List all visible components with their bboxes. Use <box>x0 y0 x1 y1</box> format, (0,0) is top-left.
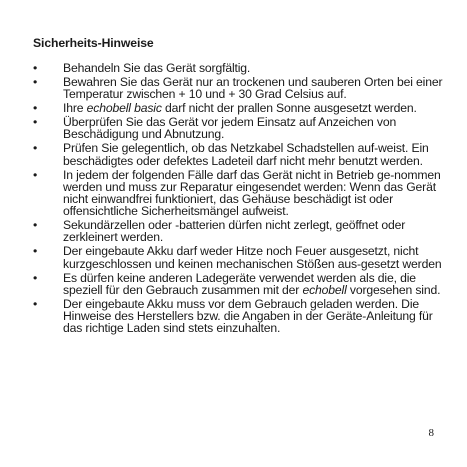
list-item-text: In jedem der folgenden Fälle darf das Gerät nicht in Betrieb ge-nommen werden und muss zur Reparatur eingesendet werden: Wenn das Gerät nicht einwandfrei funktioniert, das Gehäuse beschädigt ist oder offensichtliche Sicherheitsmängel aufweist. <box>63 167 441 219</box>
bullet-icon: • <box>33 167 38 182</box>
product-name: echobell basic <box>86 101 162 116</box>
list-item-text: Bewahren Sie das Gerät nur an trockenen und sauberen Orten bei einer Temperatur zwischen + 10 und + 30 Grad Celsius auf. <box>63 75 443 102</box>
list-item-text-continued: darf nicht der prallen Sonne ausgesetzt werden. <box>161 101 417 116</box>
document-content <box>33 36 445 336</box>
bullet-icon: • <box>33 244 38 259</box>
list-item <box>33 298 445 335</box>
bullet-icon: • <box>33 101 38 116</box>
list-item <box>33 116 445 140</box>
bullet-icon: • <box>33 270 38 285</box>
bullet-icon: • <box>33 115 38 130</box>
list-item <box>33 169 445 218</box>
bullet-icon: • <box>33 296 38 311</box>
bullet-icon: • <box>33 61 38 75</box>
bullet-icon: • <box>33 141 38 156</box>
safety-instructions-list <box>33 62 445 334</box>
list-item-text: Sekundärzellen oder -batterien dürfen nicht zerlegt, geöffnet oder zerkleinert werden. <box>63 218 406 245</box>
bullet-icon: • <box>33 218 38 233</box>
list-item-text: Es dürfen keine anderen Ladegeräte verwendet werden als die, die speziell für den Gebrauch zusammen mit der <box>63 270 416 297</box>
list-item-text: Behandeln Sie das Gerät sorgfältig. <box>63 61 251 75</box>
section-heading: Sicherheits-Hinweise <box>33 36 154 50</box>
list-item <box>33 102 445 114</box>
bullet-icon: • <box>33 75 38 89</box>
list-item-text: Der eingebaute Akku darf weder Hitze noch Feuer ausgesetzt, nicht kurzgeschlossen und keinen mechanischen Stößen aus-gesetzt werden <box>63 244 442 271</box>
list-item-text: Ihre <box>63 101 87 116</box>
list-item-text: Prüfen Sie gelegentlich, ob das Netzkabel Schadstellen auf-weist. Ein beschädigtes oder defektes Ladeteil darf nicht mehr benutzt werden. <box>63 141 429 168</box>
product-name: echobell <box>302 282 347 297</box>
page-number: 8 <box>428 427 434 439</box>
list-item-text: Der eingebaute Akku muss vor dem Gebrauch geladen werden. Die Hinweise des Herstellers bzw. die Angaben in der Geräte-Anleitung für das richtige Laden sind stets einzuhalten. <box>63 296 433 336</box>
list-item-text-continued: vorgesehen sind. <box>346 282 441 297</box>
list-item <box>33 219 445 243</box>
list-item-text: Überprüfen Sie das Gerät vor jedem Einsatz auf Anzeichen von Beschädigung und Abnutzung. <box>63 115 397 142</box>
list-item <box>33 142 445 166</box>
list-item <box>33 76 445 100</box>
list-item <box>33 272 445 296</box>
list-item <box>33 62 445 74</box>
list-item <box>33 245 445 269</box>
